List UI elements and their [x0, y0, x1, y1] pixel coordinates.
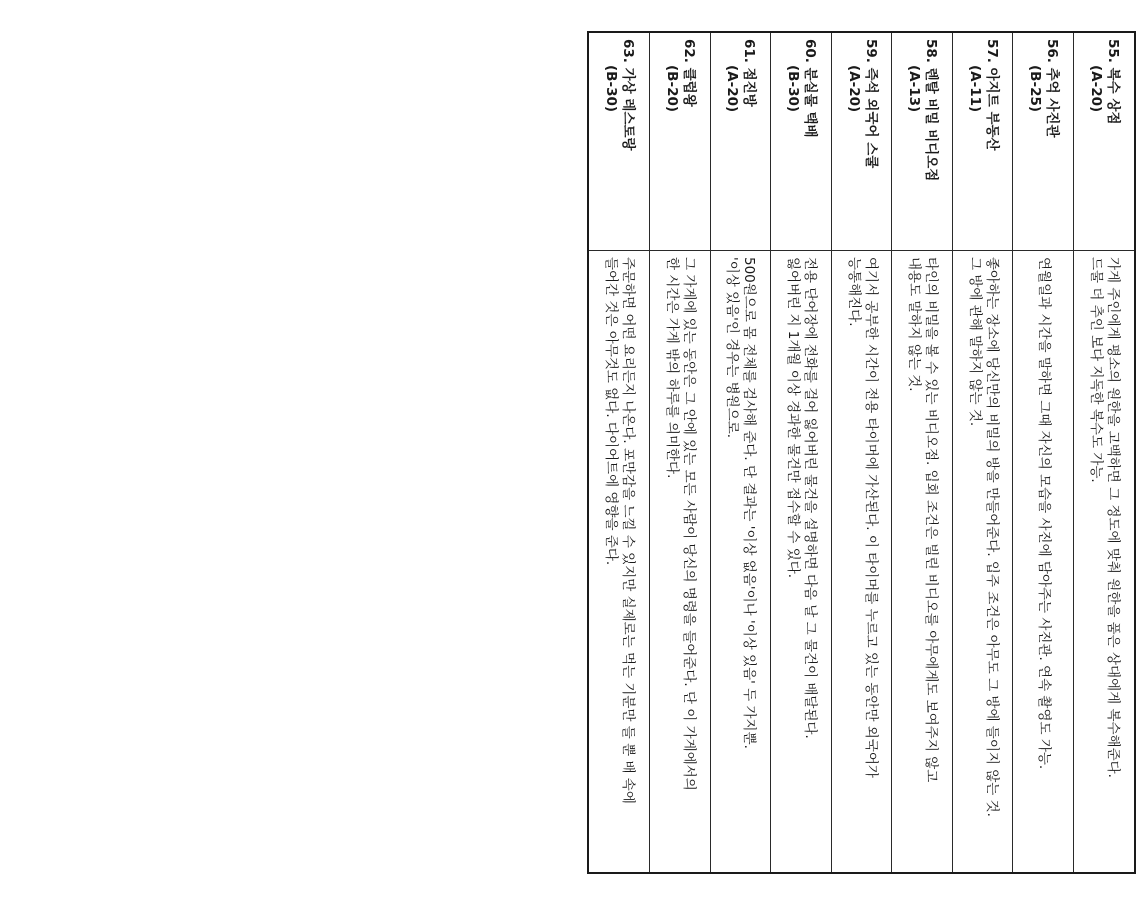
shop-number: 63.	[620, 39, 637, 63]
shop-description-line: 전용 단어장에 전화를 걸어 잃어버린 물건을 설명하면 다음 날 그 물건이 배달된다.	[801, 257, 818, 739]
shop-name-cell	[831, 32, 892, 251]
shop-title-line	[740, 39, 757, 244]
shop-description-line: 드물 더 추인 보다 지독한 복수도 가능.	[1088, 257, 1105, 483]
shop-name-cell	[710, 32, 771, 251]
shop-name-cell	[952, 32, 1013, 251]
shop-row	[650, 32, 711, 873]
shop-code: (B-20)	[663, 65, 680, 113]
shop-title-line	[922, 39, 939, 244]
shop-row	[892, 32, 953, 873]
shop-description-cell	[952, 251, 1013, 874]
shop-name: 렌탈 비밀 비디오점	[923, 67, 940, 182]
shop-name: 가상 레스토랑	[620, 67, 637, 151]
shop-description-cell	[588, 251, 650, 874]
shop-code: (A-13)	[906, 65, 923, 113]
shop-number: 57.	[983, 39, 1000, 63]
shop-description-line: '이상 있음'인 경우는 병원으로.	[724, 257, 741, 439]
shop-number: 55.	[1105, 39, 1122, 63]
shop-description-line: 타인의 비밀을 볼 수 있는 비디오점. 입회 조건은 빌린 비디오를 아무에게도 보여주지 않고	[923, 257, 940, 783]
shop-description-line: 내용도 말하지 않는 것.	[906, 257, 923, 392]
shop-name-cell	[892, 32, 953, 251]
shop-title-line	[1104, 39, 1121, 244]
shop-description-cell	[710, 251, 771, 874]
shop-code: (B-30)	[784, 65, 801, 113]
shop-name: 즉석 외국어 스쿨	[862, 67, 879, 169]
shop-description-line: 가게 주인에게 평소의 원한을 고백하면 그 정도에 맞춰 원한을 품은 상대에게 복수해준다.	[1105, 257, 1122, 778]
shop-description-line: 주문하면 어떤 요리든지 나온다. 포만감을 느낄 수 있지만 실제로는 먹는 기분만 들 뿐 배 속에	[620, 257, 637, 804]
shop-description-cell	[1074, 251, 1135, 874]
shop-name: 분실물 택배	[801, 67, 818, 138]
shop-code: (A-20)	[1088, 65, 1105, 113]
shop-list-body	[588, 32, 1135, 873]
shop-name: 점진방	[741, 67, 758, 107]
shop-description-cell	[650, 251, 711, 874]
shop-name: 클럽왕	[680, 67, 697, 107]
shop-number: 61.	[741, 39, 758, 63]
shop-description-line: 들어간 것은 아무것도 없다. 다이어트에 영향을 준다.	[603, 257, 620, 566]
shop-row	[831, 32, 892, 873]
shop-title-line	[983, 39, 1000, 244]
shop-code: (B-25)	[1027, 65, 1044, 113]
shop-code: (A-20)	[845, 65, 862, 113]
shop-title-line	[1043, 39, 1060, 244]
shop-name-cell	[1013, 32, 1074, 251]
shop-description-line: 500원으로 몸 전체를 검사해 준다. 단 결과는 '이상 없음'이나 '이상 있음' 두 가지뿐.	[741, 257, 758, 749]
shop-description-cell	[771, 251, 832, 874]
shop-description-line: 그 가게에 있는 동안은 그 안에 있는 모든 사람이 당신의 명령을 들어준다. 단 이 가게에서의	[680, 257, 697, 791]
shop-name-cell	[771, 32, 832, 251]
shop-name-cell	[650, 32, 711, 251]
shop-description-line: 능통해진다.	[845, 257, 862, 327]
shop-title-line	[619, 39, 636, 244]
shop-row	[588, 32, 650, 873]
shop-row	[710, 32, 771, 873]
shop-number: 58.	[923, 39, 940, 63]
shop-description-line: 그 방에 관해 말하지 않는 것.	[966, 257, 983, 427]
shop-code: (A-20)	[724, 65, 741, 113]
shop-name-cell	[588, 32, 650, 251]
shop-row	[1074, 32, 1135, 873]
shop-row	[952, 32, 1013, 873]
shop-title-line	[801, 39, 818, 244]
shop-name-cell	[1074, 32, 1135, 251]
shop-description-line: 좋아하는 장소에 당신만의 비밀의 방을 만들어준다. 입주 조건은 아무도 그 방에 들이지 않는 것.	[983, 257, 1000, 817]
shop-description-cell	[892, 251, 953, 874]
shop-number: 62.	[680, 39, 697, 63]
shop-row	[1013, 32, 1074, 873]
shop-number: 56.	[1044, 39, 1061, 63]
shop-title-line	[680, 39, 697, 244]
shop-description-cell	[831, 251, 892, 874]
shop-row	[771, 32, 832, 873]
shop-list-table	[587, 31, 1136, 874]
shop-description-line: 연월일과 시간을 말하면 그때 자신의 모습을 사진에 담아주는 사진관. 연속 촬영도 가능.	[1035, 257, 1052, 770]
shop-number: 60.	[801, 39, 818, 63]
shop-code: (A-11)	[966, 65, 983, 113]
shop-description-line: 한 시간은 가게 밖의 하루를 의미한다.	[663, 257, 680, 479]
shop-name: 아지트 부동산	[983, 67, 1000, 151]
shop-code: (B-30)	[603, 65, 620, 113]
shop-description-cell	[1013, 251, 1074, 874]
shop-number: 59.	[862, 39, 879, 63]
shop-title-line	[862, 39, 879, 244]
shop-name: 복수 상점	[1105, 67, 1122, 125]
shop-name: 추억 사진관	[1044, 67, 1061, 138]
rotated-page-content	[587, 31, 1136, 874]
shop-description-line: 여기서 공부한 시간이 전용 타이머에 가산된다. 이 타이머를 누르고 있는 동안만 외국어가	[862, 257, 879, 778]
shop-description-line: 잃어버린 지 1개월 이상 경과한 물건만 접수할 수 있다.	[784, 257, 801, 579]
